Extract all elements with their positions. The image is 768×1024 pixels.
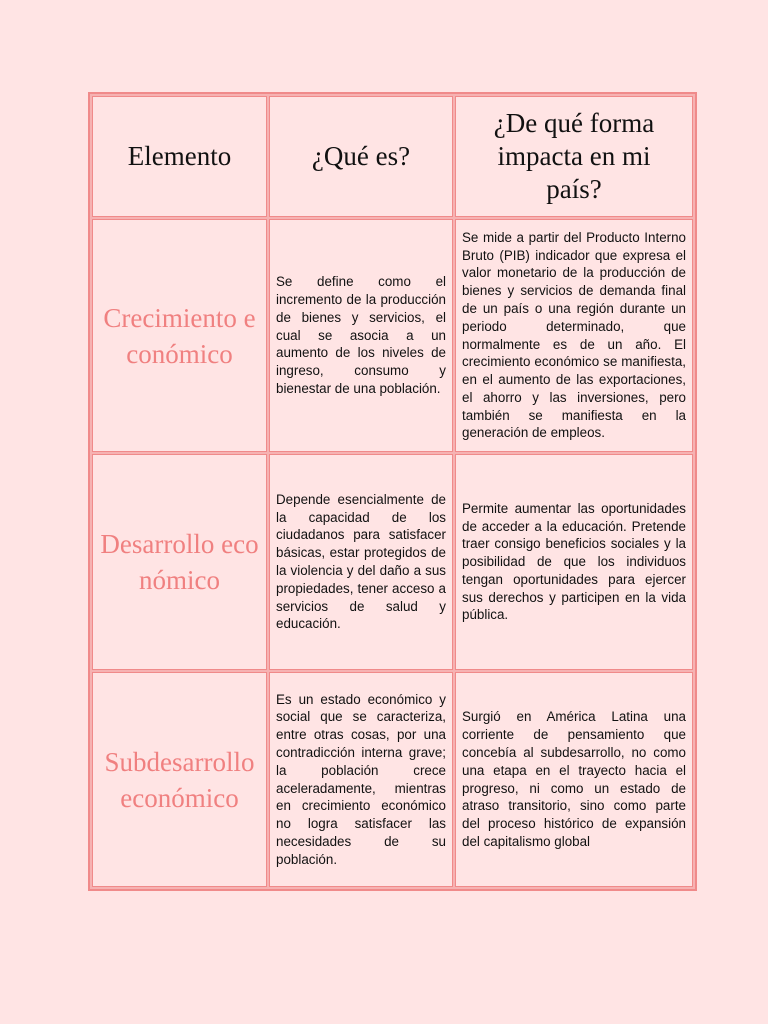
row-definition: Se define como el incremento de la producción de bienes y servicios, el cual se asocia a un aumento de los niveles de ingreso, consumo y bienestar de una población. — [269, 219, 453, 452]
row-element-name — [92, 454, 267, 670]
row-element-text: Crecimiento económico — [103, 302, 256, 369]
comparison-table — [88, 92, 697, 891]
header-que-es: ¿Qué es? — [269, 96, 453, 217]
header-elemento: Elemento — [92, 96, 267, 217]
row-element-text: Desarrollo económico — [100, 529, 259, 595]
row-definition: Es un estado económico y social que se caracteriza, entre otras cosas, por una contradicción interna grave; la población crece aceleradamente, mientras en crecimiento económico no logra satisfacer las necesidades de su población. — [269, 672, 453, 887]
table-header-row — [92, 96, 693, 217]
row-element-name — [92, 672, 267, 887]
table-row — [92, 672, 693, 887]
table-row — [92, 454, 693, 670]
row-impact: Surgió en América Latina una corriente de pensamiento que concebía al subdesarrollo, no como una etapa en el trayecto hacia el progreso, ni como un estado de atraso transitorio, sino como parte del proceso histórico de expansión del capitalismo global — [455, 672, 693, 887]
table-row — [92, 219, 693, 452]
row-element-name — [92, 219, 267, 452]
header-impacto — [455, 96, 693, 217]
row-definition: Depende esencialmente de la capacidad de los ciudadanos para satisfacer básicas, estar protegidos de la violencia y del daño a sus propiedades, tener acceso a servicios de salud y educación. — [269, 454, 453, 670]
row-impact: Permite aumentar las oportunidades de acceder a la educación. Pretende traer consigo beneficios sociales y la posibilidad de que los individuos tengan oportunidades para ejercer sus derechos y participen en la vida pública. — [455, 454, 693, 670]
row-element-text: Subdesarrollo económico — [104, 746, 255, 813]
row-impact: Se mide a partir del Producto Interno Bruto (PIB) indicador que expresa el valor monetario de la producción de bienes y servicios de demanda final de un país o una región durante un periodo determinado, que normalmente es de un año. El crecimiento económico se manifiesta, en el aumento de las exportaciones, el ahorro y las inversiones, pero también se manifiesta en la generación de empleos. — [455, 219, 693, 452]
header-impacto-text: ¿De qué forma impacta en mi país? — [493, 108, 655, 204]
